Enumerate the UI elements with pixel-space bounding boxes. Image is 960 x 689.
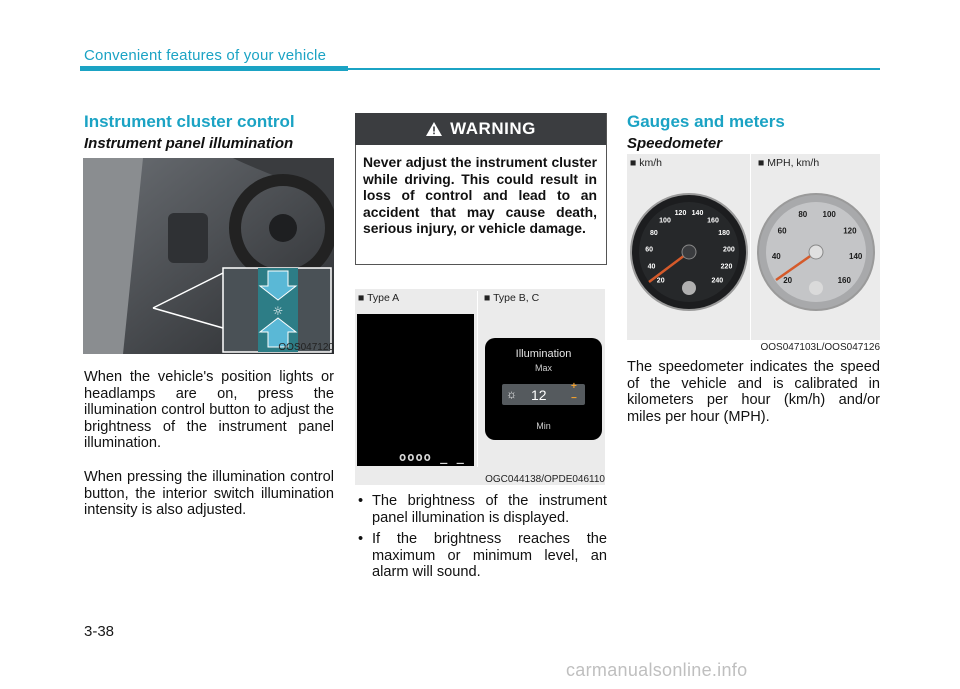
header-bar	[80, 66, 348, 71]
svg-text:☼: ☼	[272, 304, 284, 318]
type-bc-label: ■ Type B, C	[484, 292, 540, 304]
bullet-list	[355, 493, 607, 586]
display-minus: −	[571, 393, 577, 404]
paragraph-illumination-2: When pressing the illumination control button, the interior switch illumination intensity is also adjusted.	[84, 469, 334, 519]
display-max: Max	[534, 363, 552, 373]
gauge-tick-label: 160	[837, 276, 851, 285]
bullet-item: • The brightness of the instrument panel illumination is displayed.	[355, 493, 607, 526]
illumination-button-photo	[83, 158, 334, 354]
type-bc-display	[485, 338, 602, 440]
gauge-tick-label: 140	[849, 252, 863, 262]
kmh-label: ■ km/h	[630, 157, 663, 169]
gauge-tick-label: 180	[718, 230, 730, 238]
display-value: 12	[531, 387, 547, 403]
warning-header	[355, 113, 606, 145]
gauge-tick-label: 60	[777, 226, 787, 236]
dimmer-icon: ☼	[506, 387, 517, 401]
kmh-gauge	[631, 194, 747, 310]
gauge-tick-label: 20	[656, 277, 665, 285]
paragraph-illumination-1: When the vehicle's position lights or headlamps are on, press the illumination control button to adjust the brightness of the instrument panel illumination.	[84, 369, 334, 452]
display-min: Min	[536, 421, 551, 431]
warning-title: WARNING	[450, 119, 536, 138]
bullet-item: • If the brightness reaches the maximum or minimum level, an alarm will sound.	[355, 531, 607, 581]
gauge-tick-label: 80	[650, 230, 658, 238]
type-a-display	[357, 314, 474, 466]
gauge-tick-label: 220	[720, 263, 733, 271]
warning-text: Never adjust the instrument cluster while driving. This could result in loss of control and lead to an accident that may cause death, serious injury, or vehicle damage.	[363, 154, 597, 236]
gauge-tick-label: 120	[674, 210, 687, 218]
photo-code: OOS047120	[278, 342, 334, 353]
mph-gauge	[758, 194, 874, 310]
gauge-tick-label: 60	[645, 246, 653, 254]
gauge-tick-label: 240	[711, 277, 724, 285]
gauge-tick-label: 160	[707, 217, 719, 225]
mph-label: ■ MPH, km/h	[758, 157, 820, 169]
subheading-speedometer: Speedometer	[627, 135, 723, 152]
header-rule	[348, 68, 880, 70]
warning-triangle-icon	[425, 121, 443, 137]
type-a-label: ■ Type A	[358, 292, 400, 304]
gauge-tick-label: 100	[659, 217, 671, 225]
subheading-panel-illumination: Instrument panel illumination	[84, 135, 294, 152]
type-divider	[477, 291, 478, 467]
watermark: carmanualsonline.info	[566, 660, 748, 680]
heading-gauges-meters: Gauges and meters	[627, 112, 785, 131]
section-title: Convenient features of your vehicle	[84, 47, 327, 64]
type-a-indicator: oooo _ _	[399, 450, 465, 464]
gauge-tick-label: 140	[691, 210, 704, 218]
gauge-tick-label: 100	[822, 209, 836, 219]
types-image-code: OGC044138/OPDE046110	[485, 474, 605, 485]
gauge-tick-label: 200	[723, 246, 735, 254]
display-title: Illumination	[515, 348, 572, 360]
gauge-tick-label: 120	[843, 226, 857, 236]
gauges-image-code: OOS047103L/OOS047126	[760, 342, 880, 353]
speedometer-gauges	[627, 154, 880, 340]
gauge-tick-label: 40	[647, 263, 656, 271]
gauge-tick-label: 40	[771, 252, 781, 262]
paragraph-speedometer: The speedometer indicates the speed of the vehicle and is calibrated in kilometers per hour (km/h) and/or miles per hour (MPH).	[627, 359, 880, 425]
page-number: 3-38	[84, 623, 115, 640]
heading-instrument-cluster-control: Instrument cluster control	[84, 112, 295, 131]
display-plus: +	[571, 381, 577, 392]
gauge-tick-label: 20	[783, 276, 793, 285]
gauge-tick-label: 80	[798, 209, 808, 219]
